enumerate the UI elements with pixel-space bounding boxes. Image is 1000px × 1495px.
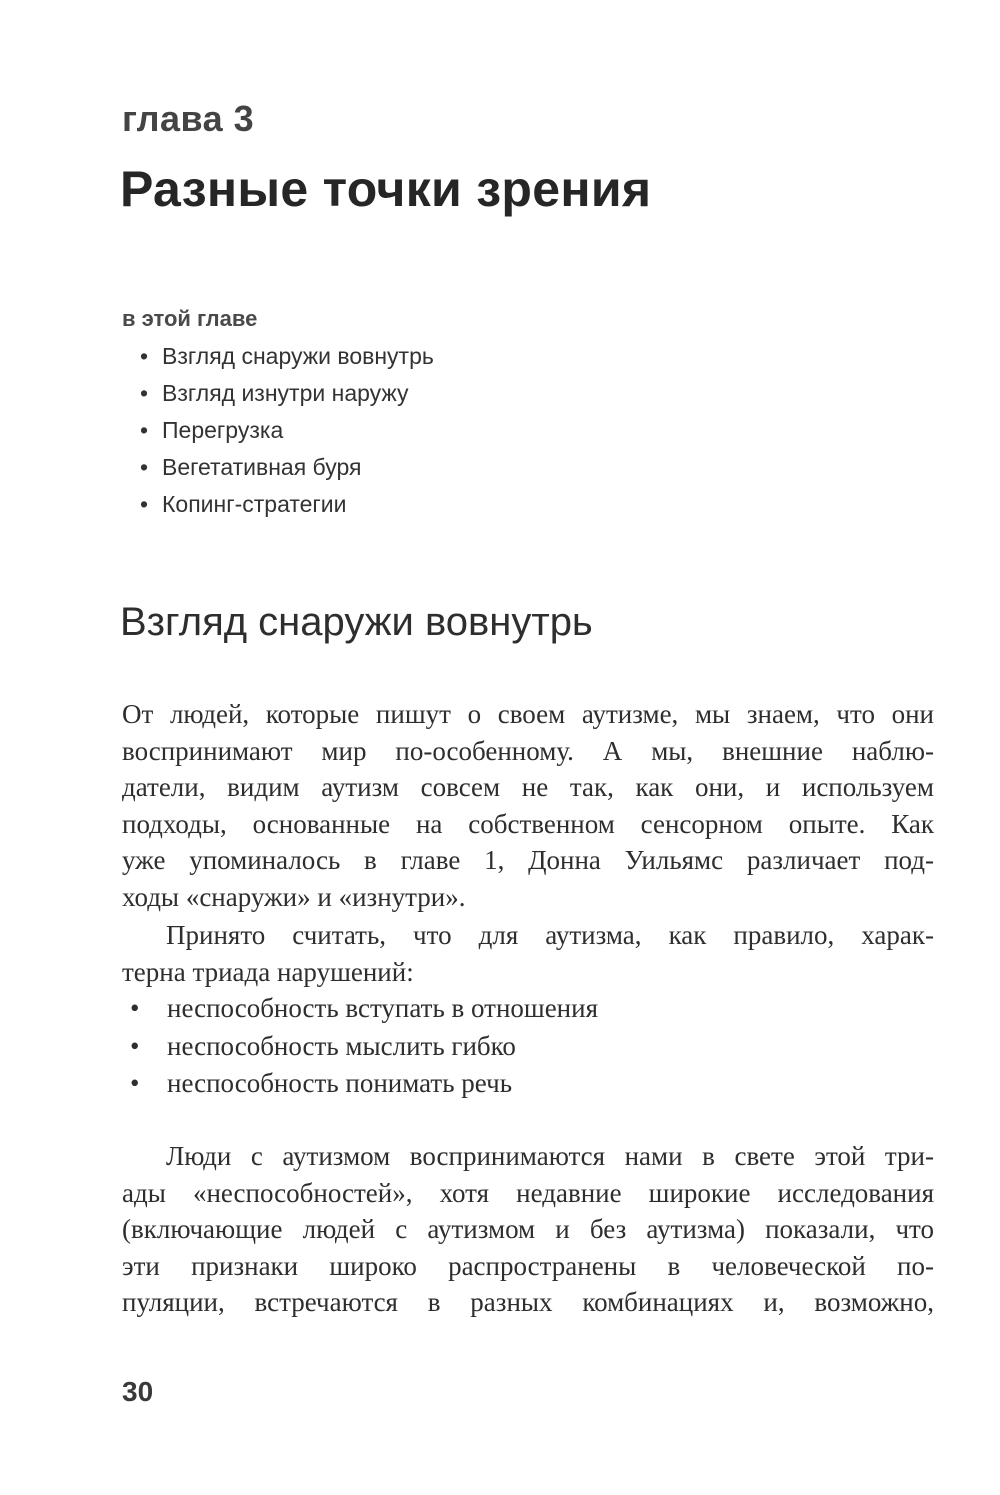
paragraph-line: пуляции, встречаются в разных комбинациях и, возможно, [122, 1287, 934, 1317]
paragraph-line: терна триада нарушений: [122, 956, 414, 987]
chapter-title: Разные точки зрения [120, 161, 652, 217]
contents-item-label: Вегетативная буря [162, 454, 362, 480]
paragraph-line: (включающие людей с аутизмом и без аутизма) показали, что [122, 1214, 934, 1244]
contents-item [140, 338, 434, 375]
paragraph-line: От людей, которые пишут о своем аутизме, мы знаем, что они [122, 699, 934, 729]
paragraph-line: ады «неспособностей», хотя недавние широкие исследования [122, 1177, 934, 1208]
page-number: 30 [122, 1376, 154, 1407]
chapter-contents-list [140, 338, 434, 523]
paragraph-3 [122, 1138, 934, 1321]
section-heading: Взгляд снаружи вовнутрь [120, 600, 593, 644]
bullet-icon: • [140, 380, 149, 406]
list-item [130, 1028, 598, 1066]
chapter-label: глава 3 [122, 98, 255, 139]
contents-item-label: Перегрузка [162, 417, 284, 443]
list-item-text: неспособность вступать в отношения [167, 993, 598, 1023]
list-item-text: неспособность мыслить гибко [167, 1030, 516, 1061]
bullet-icon: • [130, 1030, 140, 1061]
bullet-icon: • [140, 417, 149, 443]
contents-item [140, 375, 434, 412]
paragraph-line: воспринимают мир по-особенному. А мы, внешние наблю- [122, 735, 934, 766]
triad-list [130, 990, 598, 1103]
bullet-icon: • [130, 993, 140, 1023]
list-item [130, 990, 598, 1028]
paragraph-line: эти признаки широко распространены в человеческой по- [122, 1250, 934, 1281]
bullet-icon: • [140, 491, 149, 517]
paragraph-line: подходы, основанные на собственном сенсорном опыте. Как [122, 808, 934, 839]
paragraph-1 [122, 696, 934, 915]
contents-item [140, 449, 434, 486]
list-item-text: неспособность понимать речь [167, 1068, 513, 1098]
bullet-icon: • [140, 454, 149, 480]
paragraph-line: Принято считать, что для аутизма, как правило, харак- [166, 920, 934, 950]
bullet-icon: • [130, 1068, 140, 1098]
contents-item [140, 486, 434, 523]
contents-item-label: Копинг-стратегии [162, 491, 347, 517]
contents-item-label: Взгляд снаружи вовнутрь [162, 343, 434, 369]
paragraph-line: ходы «снаружи» и «изнутри». [122, 881, 466, 912]
contents-item-label: Взгляд изнутри наружу [162, 380, 409, 406]
paragraph-line: уже упоминалось в главе 1, Донна Уильямс различает под- [122, 845, 934, 875]
paragraph-line: Люди с аутизмом воспринимаются нами в свете этой три- [166, 1141, 934, 1171]
in-this-chapter-heading: в этой главе [122, 306, 258, 331]
paragraph-line: датели, видим аутизм совсем не так, как они, и используем [122, 772, 934, 802]
contents-item [140, 412, 434, 449]
list-item [130, 1065, 598, 1103]
paragraph-2 [122, 917, 934, 990]
bullet-icon: • [140, 343, 149, 369]
